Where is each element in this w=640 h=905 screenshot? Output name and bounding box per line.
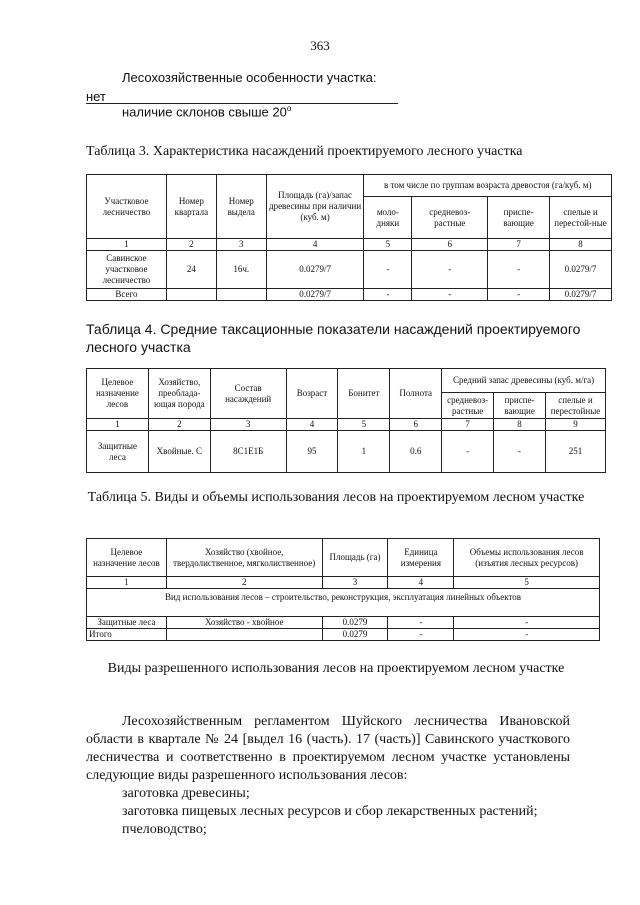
t3-num: 5 xyxy=(364,239,412,251)
t3-number-row xyxy=(87,239,612,251)
t5-total-cell: Итого xyxy=(87,629,167,641)
t4-h-stock: Средний запас древесины (куб. м/га) xyxy=(442,369,606,393)
paragraph-text: Лесохозяйственным регламентом Шуйского лесничества Ивановской области в квартале № 24 [выдел 16 (часть). 17 (часть)] Савинского участкового лесничества и соответственно в проектируемом лесном участке установлены следующие виды разрешенного использования лесов: xyxy=(86,714,570,783)
t4-num: 3 xyxy=(210,419,286,431)
t3-total-cell: 0.0279/7 xyxy=(550,289,612,301)
t4-num: 1 xyxy=(87,419,149,431)
t3-cell: 24 xyxy=(166,251,216,289)
t4-number-row xyxy=(87,419,606,431)
t3-num: 3 xyxy=(216,239,266,251)
t5-num: 5 xyxy=(454,577,600,589)
t3-num: 4 xyxy=(266,239,364,251)
t4-h-premature: приспе-вающие xyxy=(494,393,546,419)
t3-h-forestry: Участковое лесничество xyxy=(87,175,167,239)
t3-h-quarter: Номер квартала xyxy=(166,175,216,239)
page-number: 363 xyxy=(310,38,330,53)
t5-num: 2 xyxy=(166,577,322,589)
t4-num: 8 xyxy=(494,419,546,431)
t4-num: 9 xyxy=(545,419,605,431)
t3-total-cell: - xyxy=(364,289,412,301)
table5-title: Таблица 5. Виды и объемы использования лесов на проектируемом лесном участке xyxy=(87,490,585,505)
t4-h-economy: Хозяйство, преоблада-ющая порода xyxy=(148,369,210,419)
t4-h-bonitet: Бонитет xyxy=(338,369,390,419)
t4-cell: 8С1Е1Б xyxy=(210,431,286,473)
t3-total-cell xyxy=(216,289,266,301)
t4-cell: - xyxy=(494,431,546,473)
t3-h-vydel: Номер выдела xyxy=(216,175,266,239)
t5-cell: Защитные леса xyxy=(87,617,167,629)
t5-total-cell: - xyxy=(388,629,454,641)
degree-sign: о xyxy=(286,104,292,113)
t5-num: 3 xyxy=(322,577,388,589)
slopes-label: наличие склонов свыше 20 xyxy=(122,104,287,120)
t5-cell: 0.0279 xyxy=(322,617,388,629)
t5-total-cell xyxy=(166,629,322,641)
t3-cell: Савинское участковое лесничество xyxy=(87,251,167,289)
t4-num: 5 xyxy=(338,419,390,431)
t4-cell: 0.6 xyxy=(390,431,442,473)
t5-usage-type: Вид использования лесов – строительство, реконструкция, эксплуатация линейных объектов xyxy=(87,589,600,617)
table3-title: Таблица 3. Характеристика насаждений проектируемого лесного участка xyxy=(86,144,523,159)
t4-h-mature: спелые и перестойные xyxy=(545,393,605,419)
t4-h-composition: Состав насаждений xyxy=(210,369,286,419)
features-heading: Лесохозяйственные особенности участка: xyxy=(122,70,377,85)
table5 xyxy=(86,538,600,641)
t3-cell: 16ч. xyxy=(216,251,266,289)
t5-cell: - xyxy=(388,617,454,629)
t3-cell: 0.0279/7 xyxy=(266,251,364,289)
table3 xyxy=(86,174,612,301)
t4-num: 4 xyxy=(286,419,338,431)
t4-num: 2 xyxy=(148,419,210,431)
t3-total-row xyxy=(87,289,612,301)
paragraph xyxy=(86,713,570,785)
t4-cell: Защитные леса xyxy=(87,431,149,473)
t4-cell: Хвойные. С xyxy=(148,431,210,473)
t3-num: 1 xyxy=(87,239,167,251)
t3-data-row xyxy=(87,251,612,289)
t3-cell: - xyxy=(488,251,550,289)
t3-cell: 0.0279/7 xyxy=(550,251,612,289)
t5-total-cell: 0.0279 xyxy=(322,629,388,641)
t4-h-purpose: Целевое назначение лесов xyxy=(87,369,149,419)
t5-h-purpose: Целевое назначение лесов xyxy=(87,539,167,577)
t4-data-row xyxy=(87,431,606,473)
table4 xyxy=(86,368,606,473)
t5-total-cell: - xyxy=(454,629,600,641)
t4-cell: 95 xyxy=(286,431,338,473)
t5-cell: Хозяйство - хвойное xyxy=(166,617,322,629)
t5-total-row xyxy=(87,629,600,641)
t3-h-premature: приспе-вающие xyxy=(488,197,550,239)
t5-h-area: Площадь (га) xyxy=(322,539,388,577)
t5-cell: - xyxy=(454,617,600,629)
t3-num: 7 xyxy=(488,239,550,251)
t3-h-young: моло-дняки xyxy=(364,197,412,239)
t3-total-cell xyxy=(166,289,216,301)
list-item: заготовка древесины; xyxy=(122,786,250,801)
list-item: пчеловодство; xyxy=(122,822,207,837)
t5-data-row xyxy=(87,617,600,629)
t4-cell: 251 xyxy=(545,431,605,473)
t3-h-middle: средневоз-растные xyxy=(412,197,488,239)
t3-total-cell: Всего xyxy=(87,289,167,301)
t5-number-row xyxy=(87,577,600,589)
table4-title: Таблица 4. Средние таксационные показатели насаждений проектируемого лесного участка xyxy=(86,321,581,355)
t3-h-area: Площадь (га)/запас древесины при наличии (куб. м) xyxy=(266,175,364,239)
t5-h-unit: Единица измерения xyxy=(388,539,454,577)
section-title: Виды разрешенного использования лесов на проектируемом лесном участке xyxy=(107,661,565,676)
t3-total-cell: - xyxy=(488,289,550,301)
t5-h-volume: Объемы использования лесов (изъятия лесных ресурсов) xyxy=(454,539,600,577)
t3-h-age-groups: в том числе по группам возраста древостоя (га/куб. м) xyxy=(364,175,612,197)
t4-cell: - xyxy=(442,431,494,473)
t3-total-cell: 0.0279/7 xyxy=(266,289,364,301)
t3-h-mature: спелые и перестой-ные xyxy=(550,197,612,239)
t5-num: 4 xyxy=(388,577,454,589)
t4-h-middle: средневоз-растные xyxy=(442,393,494,419)
t3-num: 8 xyxy=(550,239,612,251)
t4-h-age: Возраст xyxy=(286,369,338,419)
t4-h-density: Полнота xyxy=(390,369,442,419)
t4-num: 7 xyxy=(442,419,494,431)
t4-cell: 1 xyxy=(338,431,390,473)
t3-total-cell: - xyxy=(412,289,488,301)
t5-h-economy: Хозяйство (хвойное, твердолиственное, мягколиственное) xyxy=(166,539,322,577)
t5-num: 1 xyxy=(87,577,167,589)
t3-cell: - xyxy=(364,251,412,289)
slopes-line xyxy=(122,104,291,119)
t3-num: 2 xyxy=(166,239,216,251)
t3-num: 6 xyxy=(412,239,488,251)
t3-cell: - xyxy=(412,251,488,289)
features-value: нет xyxy=(86,89,106,104)
list-item: заготовка пищевых лесных ресурсов и сбор лекарственных растений; xyxy=(122,804,538,819)
t4-num: 6 xyxy=(390,419,442,431)
